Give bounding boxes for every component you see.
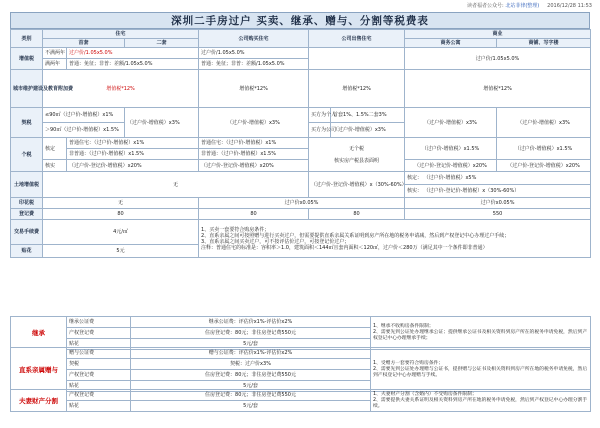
vat-lt2-value: 过户价/1.05x5.0% [67, 48, 199, 59]
top-bar [0, 0, 600, 10]
inherit-val-0: 继承公证费：评估价x1%-评估价x2% [131, 317, 371, 328]
deed-second: （过户价-增值税）x3% [125, 108, 199, 138]
reg-commercial: 550 [405, 209, 591, 220]
deed-first-b: ＞90㎡（过户价-增值税）x1.5% [43, 123, 125, 138]
gift-val-2: 住房登记费：80元；非住房登记费550元 [131, 370, 371, 381]
deed-buyer-person: 买方为个人 [309, 108, 331, 123]
divide-key-1: 贴花 [67, 401, 131, 412]
divide-val-1: 5元/套 [131, 401, 371, 412]
col-shop-office: 商铺、写字楼 [497, 39, 591, 48]
income-nonordinary-dup: 非普通：（过户价-增值税）x1.5% [199, 149, 309, 160]
surtax-res: 增值税*12% [43, 70, 199, 108]
divide-notes [371, 390, 591, 412]
land-company-sell: （过户价-登记价-增值税）x（30%-60%） [309, 172, 405, 198]
gift-category: 直系亲属赠与 [11, 348, 67, 392]
row-deed: 契税 [11, 108, 43, 138]
col-residential: 住宅 [43, 30, 199, 39]
stamp-company: 过户价x0.05% [199, 198, 405, 209]
trade-value: 4元/㎡ [43, 220, 199, 245]
income-actual-value: （过户价-登记价-增值税）x20% [67, 160, 199, 172]
row-reg: 登记费 [11, 209, 43, 220]
reg-res: 80 [43, 209, 199, 220]
inherit-note-2: 2、需要先到公证处办理继承公证；提供继承公证书及相关资料到房产所在的税务申请免税，然后到产权登记中心办理继承手续； [373, 330, 588, 341]
gift-key-3: 贴花 [67, 381, 131, 392]
surtax-company-buy: 增值税*12% [199, 70, 309, 108]
trade-note-4: 注释：普通住宅的标准是：容积率＞1.0，建筑面积＜144㎡且套内面积＜120㎡，过户价＜280万（满足其中一个条件即非普通） [201, 244, 488, 251]
account-info [467, 2, 592, 9]
surtax-commercial: 增值税*12% [405, 70, 591, 108]
land-verified-value: （过户价-增值税）x5% [423, 175, 477, 181]
row-income: 个税 [11, 138, 43, 172]
income-shop-actual: （过户价-登记价-增值税）x20% [497, 160, 591, 172]
deed-shop: （过户价-增值税）x3% [497, 108, 591, 138]
reg-company-buy: 80 [199, 209, 309, 220]
income-apt-actual: （过户价-登记价-增值税）x20% [405, 160, 497, 172]
income-verified: 核定 [43, 138, 67, 160]
deed-person-rate: 首套1%、1.5%二套3% [331, 108, 405, 123]
row-stamp: 印花税 [11, 198, 43, 209]
deed-company-rate: （过户价-增值税）x3% [331, 123, 405, 138]
col-second-home: 二套 [125, 39, 199, 48]
trade-note-3: 3、直系亲属之间买卖过户，可不按评估价过户，可按登记价过户； [201, 238, 350, 245]
land-verified: 核定： （过户价-增值税）x5% [405, 172, 591, 185]
gift-note-1: 1、受赠方一套要符合购房条件； [373, 360, 444, 366]
vat-commercial: 过户价/1.05x5.0% [405, 48, 591, 70]
income-verified-company: 核实房产税县表面明 [334, 157, 380, 164]
gift-key-1: 契税 [67, 359, 131, 370]
deed-buyer-company: 买方为公司 [309, 123, 331, 138]
inherit-notes [371, 317, 591, 350]
income-company-none: 无个税 [349, 145, 365, 152]
income-actual: 核实 [43, 160, 67, 172]
income-nonordinary: 非普通：（过户价-增值税）x1.5% [67, 149, 199, 160]
inherit-category: 继承 [11, 317, 67, 350]
account-text: 读者福者公众号: [467, 3, 504, 9]
gift-key-2: 产权登记费 [67, 370, 131, 381]
row-vat: 增值税 [11, 48, 43, 70]
stamp-res: 无 [43, 198, 199, 209]
stamp-commercial: 过户价x0.05% [405, 198, 591, 209]
deed-company-buy: （过户价-增值税）x3% [199, 108, 309, 138]
inherit-note-1: 1、继承不收购房条件限制； [373, 324, 434, 329]
vat-lt2-company: 过户价/1.05x5.0% [199, 48, 309, 59]
row-land: 土地增值税 [11, 172, 43, 198]
gift-val-1: 契税：过户价x3% [131, 359, 371, 370]
vat-ge2-second: 普通：免征；非普：差额/1.05x5.0% [199, 59, 309, 70]
inherit-key-0: 继承公证费 [67, 317, 131, 328]
divide-key-0: 产权登记费 [67, 390, 131, 401]
divide-block [10, 389, 590, 412]
divide-note-2: 2、需要提供夫妻关系证明及相关资料到房产所在地的税务申请免税，然后到产权登记中心办理分割手续。 [373, 397, 588, 409]
col-commercial-apt: 商务公寓 [405, 39, 497, 48]
inherit-block [10, 316, 590, 350]
income-company [309, 138, 405, 172]
tax-table [10, 29, 591, 258]
deed-apt: （过户价-增值税）x3% [405, 108, 497, 138]
divide-note-1: 1、夫妻财产分割（含婚内）不受购房条件限制； [373, 391, 477, 397]
gift-note-2: 2、需要先到公证处办理赠与公证书，提供赠与公证书及相关资料到房产所在地的税务申请免税，然后到产权登记中心办理赠与手续。 [373, 366, 588, 378]
land-actual-value: （过户价-登记价-增值税）x（30%-60%） [423, 188, 520, 194]
trade-note-2: 2、直系亲属之间可按照赠与进行买卖过户，但需要提供直系亲属关系证明到房产所在地的税务申请减，然后到产权登记中心办理过户手续； [201, 232, 510, 239]
row-surtax: 城市维护建设及教育附加费 [11, 70, 43, 108]
col-company-buy: 公司购买住宅 [199, 30, 309, 48]
vat-ge2-label: 满两年 [43, 59, 67, 70]
trade-note-1: 1、买卖一套要符合购房条件； [201, 226, 270, 233]
timestamp: 2016/12/28 11:53 [547, 3, 592, 9]
reg-company-sell: 80 [309, 209, 405, 220]
land-verified-label: 核定 [407, 175, 418, 181]
income-shop-verified: （过户价-增值税）x1.5% [497, 138, 591, 160]
gift-block [10, 347, 590, 392]
gift-key-0: 赠与公证费 [67, 348, 131, 359]
inherit-val-2: 5元/套 [131, 339, 371, 350]
page-title: 深圳二手房过户 买卖、继承、赠与、分割等税费表 [10, 12, 590, 29]
stamp2-value: 5元 [43, 245, 199, 258]
land-res: 无 [43, 172, 309, 198]
land-actual-label: 核实 [407, 188, 418, 194]
inherit-key-1: 产权登记费 [67, 328, 131, 339]
income-ordinary: 普通住宅：（过户价-增值税）x1% [67, 138, 199, 149]
divide-val-0: 住房登记费：80元；非住房登记费550元 [131, 390, 371, 401]
gift-val-3: 5元/套 [131, 381, 371, 392]
col-company-sell: 公司出售住宅 [309, 30, 405, 48]
inherit-key-2: 贴花 [67, 339, 131, 350]
gift-val-0: 赠与公证费：评估价x1%-评估价x2% [131, 348, 371, 359]
surtax-company-sell: 增值税*12% [309, 70, 405, 108]
row-trade: 交易手续费 [11, 220, 43, 245]
row-stamp2: 贴花 [11, 245, 43, 258]
trade-notes [199, 220, 591, 258]
vat-ge2-value: 普通：免征；非普：差额/1.05x5.0% [67, 59, 199, 70]
account-link[interactable]: 北站菲律(整理) [505, 3, 540, 9]
inherit-val-1: 住房登记费：80元；非住房登记费550元 [131, 328, 371, 339]
income-ordinary-dup: 普通住宅：（过户价-增值税）x1% [199, 138, 309, 149]
income-actual-value-dup: （过户价-登记价-增值税）x20% [199, 160, 309, 172]
col-first-home: 首套 [43, 39, 125, 48]
col-commercial: 商业 [405, 30, 591, 39]
col-category: 类别 [11, 30, 43, 48]
gift-notes [371, 348, 591, 392]
income-apt-verified: （过户价-增值税）x1.5% [405, 138, 497, 160]
vat-lt2-label: 不满两年 [43, 48, 67, 59]
deed-first-a: ≤90㎡（过户价-增值税）x1% [43, 108, 125, 123]
land-actual: 核实： （过户价-登记价-增值税）x（30%-60%） [405, 185, 591, 198]
divide-category: 夫妻财产分割 [11, 390, 67, 412]
